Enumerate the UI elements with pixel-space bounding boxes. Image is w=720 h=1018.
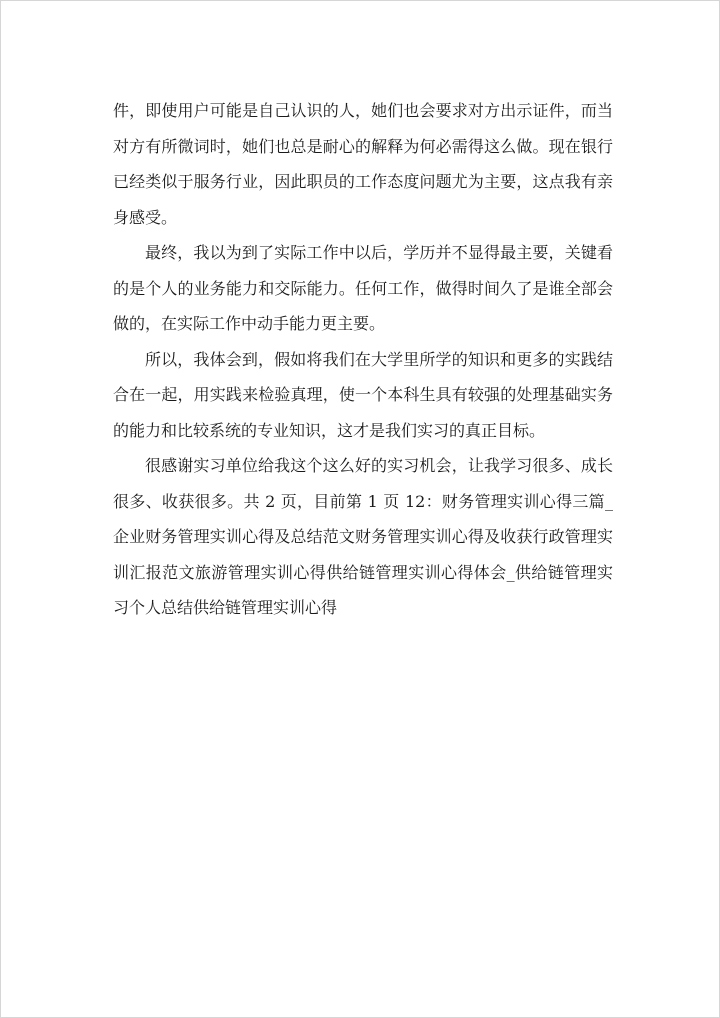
paragraph-conclusion: 最终，我以为到了实际工作中以后，学历并不显得最主要，关键看的是个人的业务能力和交际能力。任何工作，做得时间久了是谁全部会做的，在实际工作中动手能力更主要。	[113, 243, 613, 333]
paragraph-reflection: 所以，我体会到，假如将我们在大学里所学的知识和更多的实践结合在一起，用实践来检验真理，使一个本科生具有较强的处理基础实务的能力和比较系统的专业知识，这才是我们实习的真正目标。	[113, 349, 613, 440]
paragraph-continuation: 件，即使用户可能是自己认识的人，她们也会要求对方出示证件，而当对方有所微词时，她们也总是耐心的解释为何必需得这么做。现在银行已经类似于服务行业，因此职员的工作态度问题尤为主要，这点我有亲身感受。	[113, 101, 613, 227]
document-body	[113, 93, 613, 626]
paragraph-thanks: 很感谢实习单位给我这个这么好的实习机会，让我学习很多、成长很多、收获很多。共 2 页，目前第 1 页 12：财务管理实训心得三篇_企业财务管理实训心得及总结范文财务管理实训心得及收获行政管理实训汇报范文旅游管理实训心得供给链管理实训心得体会_供给链管理实习个人总结供给链管理实训心得	[113, 456, 613, 617]
